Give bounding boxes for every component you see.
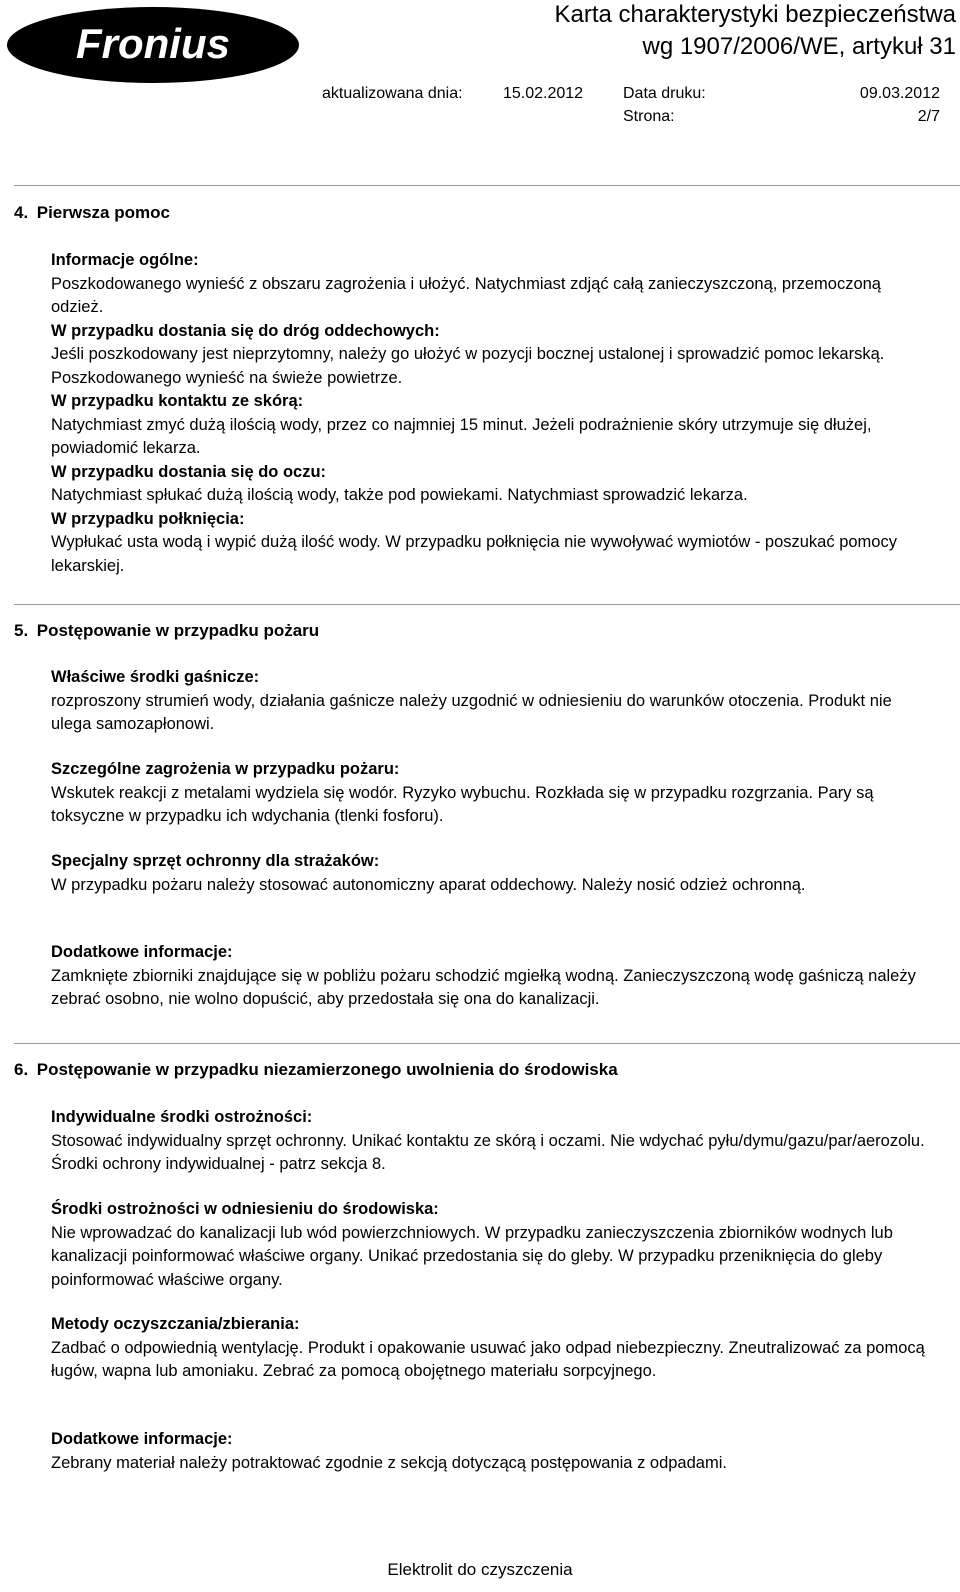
environmental-precautions-text: Nie wprowadzać do kanalizacji lub wód powierzchniowych. W przypadku zanieczyszczenia zbiorników wodnych lub kanalizacji poinformować właściwe organy. Unikać przedostania się do gleby. W przypadku przeniknięcia do gleby poinformować właściwe organy. xyxy=(51,1223,893,1289)
document-title: Karta charakterystyki bezpieczeństwa xyxy=(554,1,956,28)
section-6-number: 6. xyxy=(14,1060,29,1079)
section-4-body xyxy=(51,249,931,578)
document-regulation: wg 1907/2006/WE, artykuł 31 xyxy=(642,33,956,60)
section-4-divider xyxy=(14,604,960,605)
fire-hazards-text: Wskutek reakcji z metalami wydziela się wodór. Ryzyko wybuchu. Rozkłada się w przypadku rozgrzania. Pary są toksyczne w przypadku ich wdychania (tlenki fosforu). xyxy=(51,783,874,825)
print-date-label: Data druku: xyxy=(623,85,706,102)
firefighter-equipment-body xyxy=(51,850,931,897)
section-4-title xyxy=(14,203,170,223)
skin-contact-text: Natychmiast zmyć dużą ilością wody, przez co najmniej 15 minut. Jeżeli podrażnienie skóry utrzymuje się dłużej, powiadomić lekarza. xyxy=(51,415,872,457)
section-5-extra-text: Zamknięte zbiorniki znajdujące się w pobliżu pożaru schodzić mgiełką wodną. Zanieczyszczoną wodę gaśniczą należy zebrać osobno, nie wolno dopuścić, aby przedostała się ona do kanalizacji. xyxy=(51,966,916,1008)
updated-value: 15.02.2012 xyxy=(503,85,584,102)
eye-contact-heading: W przypadku dostania się do oczu: xyxy=(51,462,327,481)
cleanup-methods-body xyxy=(51,1313,931,1384)
header-divider xyxy=(14,185,960,186)
skin-contact-heading: W przypadku kontaktu ze skórą: xyxy=(51,392,304,410)
extinguishing-media-text: rozproszony strumień wody, działania gaśnicze należy uzgodnić w odniesieniu do warunków otoczenia. Produkt nie ulega samozapłonowi. xyxy=(51,691,892,733)
environmental-precautions-heading: Środki ostrożności w odniesieniu do środowiska: xyxy=(51,1200,439,1218)
eye-contact-text: Natychmiast spłukać dużą ilością wody, także pod powiekami. Natychmiast sprowadzić lekarza. xyxy=(51,486,748,504)
section-4-number: 4. xyxy=(14,203,29,222)
footer-product-name: Elektrolit do czyszczenia xyxy=(387,1560,573,1579)
page-label: Strona: xyxy=(623,108,675,125)
updated-label: aktualizowana dnia: xyxy=(322,85,463,102)
personal-precautions-body xyxy=(51,1106,931,1177)
cleanup-methods-heading: Metody oczyszczania/zbierania: xyxy=(51,1315,300,1333)
print-date-value: 09.03.2012 xyxy=(859,85,940,102)
personal-precautions-text: Stosować indywidualny sprzęt ochronny. Unikać kontaktu ze skórą i oczami. Nie wdychać pyłu/dymu/gazu/par/aerozolu. Środki ochrony indywidualnej - patrz sekcja 8. xyxy=(51,1131,925,1173)
extinguishing-media-heading: Właściwe środki gaśnicze: xyxy=(51,668,260,686)
section-5-title xyxy=(14,621,319,641)
section-5-divider xyxy=(14,1043,960,1044)
section-6-heading: Postępowanie w przypadku niezamierzonego uwolnienia do środowiska xyxy=(36,1060,618,1079)
ingestion-text: Wypłukać usta wodą i wypić dużą ilość wody. W przypadku połknięcia nie wywoływać wymiotów - poszukać pomocy lekarskiej. xyxy=(51,533,897,575)
section-5-extra-body xyxy=(51,941,931,1012)
firefighter-equipment-heading: Specjalny sprzęt ochronny dla strażaków: xyxy=(51,852,380,870)
section-6-extra-text: Zebrany materiał należy potraktować zgodnie z sekcją dotyczącą postępowania z odpadami. xyxy=(51,1453,727,1472)
inhalation-heading: W przypadku dostania się do dróg oddechowych: xyxy=(51,321,440,340)
personal-precautions-heading: Indywidualne środki ostrożności: xyxy=(51,1108,313,1126)
logo-text: Fronius xyxy=(76,20,230,67)
general-info-text: Poszkodowanego wynieść z obszaru zagrożenia i ułożyć. Natychmiast zdjąć całą zanieczyszczoną, przemoczoną odzież. xyxy=(51,274,881,316)
section-6-title xyxy=(14,1060,618,1080)
fronius-logo xyxy=(6,6,301,84)
section-5-heading: Postępowanie w przypadku pożaru xyxy=(36,621,320,640)
section-5-number: 5. xyxy=(14,621,29,640)
section-6-extra-body xyxy=(51,1428,931,1475)
inhalation-text: Jeśli poszkodowany jest nieprzytomny, należy go ułożyć w pozycji bocznej ustalonej i sprowadzić pomoc lekarską. Poszkodowanego wynieść na świeże powietrze. xyxy=(51,345,885,387)
section-4-heading: Pierwsza pomoc xyxy=(36,203,170,222)
ingestion-heading: W przypadku połknięcia: xyxy=(51,509,245,528)
firefighter-equipment-text: W przypadku pożaru należy stosować autonomiczny aparat oddechowy. Należy nosić odzież ochronną. xyxy=(51,875,806,894)
page-number: 2/7 xyxy=(917,108,940,125)
fire-hazards-heading: Szczególne zagrożenia w przypadku pożaru: xyxy=(51,760,400,778)
section-5-extra-heading: Dodatkowe informacje: xyxy=(51,943,233,961)
section-5-body xyxy=(51,666,931,737)
fire-hazards-body xyxy=(51,758,931,829)
environmental-precautions-body xyxy=(51,1198,931,1292)
cleanup-methods-text: Zadbać o odpowiednią wentylację. Produkt i opakowanie usuwać jako odpad niebezpieczny. Zneutralizować za pomocą ługów, wapna lub amoniaku. Zebrać za pomocą obojętnego materiału sorpcyjnego. xyxy=(51,1338,925,1380)
general-info-heading: Informacje ogólne: xyxy=(51,251,199,269)
section-6-extra-heading: Dodatkowe informacje: xyxy=(51,1430,233,1448)
